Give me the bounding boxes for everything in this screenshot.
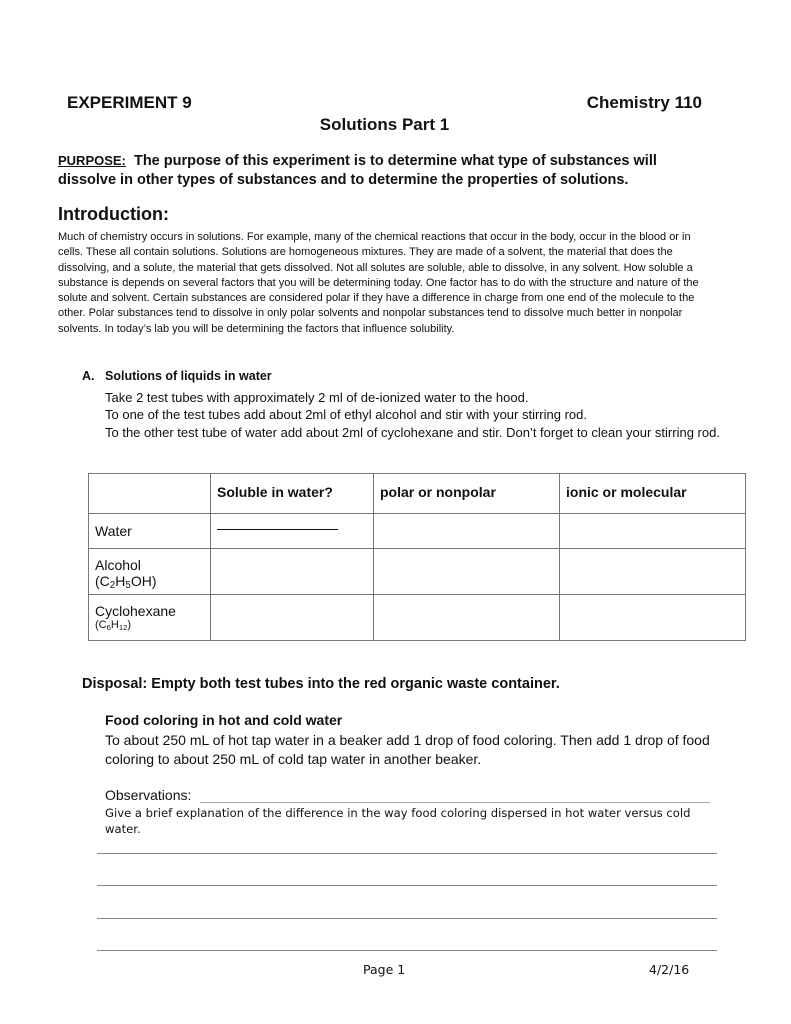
disposal-note: Disposal: Empty both test tubes into the red organic waste container. xyxy=(82,676,560,692)
footer-date: 4/2/16 xyxy=(649,962,690,977)
table-row xyxy=(89,549,746,595)
alcohol-name: Alcohol xyxy=(95,557,141,573)
answer-cell-water-polarity[interactable] xyxy=(374,514,560,549)
introduction-heading: Introduction: xyxy=(58,204,169,224)
answer-line[interactable] xyxy=(97,918,717,919)
instruction-step: To the other test tube of water add about 2ml of cyclohexane and stir. Don’t forget to clean your stirring rod. xyxy=(105,424,720,440)
observations-line[interactable] xyxy=(200,802,710,803)
answer-cell-cyclohexane-bonding[interactable] xyxy=(560,595,746,641)
blank-line xyxy=(217,529,338,530)
table-header-blank xyxy=(89,474,211,514)
section-a-letter: A. xyxy=(82,369,95,383)
instruction-step: Take 2 test tubes with approximately 2 ml of de-ionized water to the hood. xyxy=(105,390,529,405)
answer-cell-alcohol-polarity[interactable] xyxy=(374,549,560,595)
purpose-paragraph xyxy=(58,151,718,190)
alcohol-formula: $(C_2H_5OH)$ xyxy=(95,573,157,591)
section-a-title: Solutions of liquids in water xyxy=(105,369,272,383)
instruction-step: To one of the test tubes add about 2ml of ethyl alcohol and stir with your stirring rod. xyxy=(105,407,587,423)
page-subtitle: Solutions Part 1 xyxy=(319,115,450,134)
observations-label: Observations: xyxy=(105,787,192,803)
solubility-table xyxy=(88,473,746,641)
cyclohexane-name: Cyclohexane xyxy=(95,603,176,619)
table-row xyxy=(89,514,746,549)
row-label-alcohol xyxy=(89,549,211,595)
answer-cell-alcohol-bonding[interactable] xyxy=(560,549,746,595)
purpose-label: PURPOSE: xyxy=(58,153,126,168)
food-coloring-heading: Food coloring in hot and cold water xyxy=(105,712,343,728)
table-header-soluble: Soluble in water? xyxy=(211,474,374,514)
answer-cell-alcohol-soluble[interactable] xyxy=(211,549,374,595)
answer-cell-cyclohexane-polarity[interactable] xyxy=(374,595,560,641)
section-a-instructions xyxy=(105,389,725,441)
answer-cell-water-bonding[interactable] xyxy=(560,514,746,549)
answer-line[interactable] xyxy=(97,885,717,886)
course-title: Chemistry 110 xyxy=(586,93,702,112)
row-label-cyclohexane xyxy=(89,595,211,641)
answer-line[interactable] xyxy=(97,853,717,854)
table-row xyxy=(89,595,746,641)
answer-cell-cyclohexane-soluble[interactable] xyxy=(211,595,374,641)
food-coloring-instructions: To about 250 mL of hot tap water in a beaker add 1 drop of food coloring. Then add 1 drop of food coloring to about 250 mL of cold tap water in another beaker. xyxy=(105,732,710,767)
experiment-number: EXPERIMENT 9 xyxy=(67,93,192,112)
answer-line[interactable] xyxy=(97,950,717,951)
table-header-row xyxy=(89,474,746,514)
introduction-text: Much of chemistry occurs in solutions. For example, many of the chemical reactions that occur in the body, occur in the blood or in cells. These all contain solutions. Solutions are homogeneous mixtures. They are made of a solvent, the material that does the dissolving, and a solute, the material that gets dissolved. Not all solutes are soluble, able to dissolve, in any solvent. How soluble a substance is depends on several factors that you will be determining today. One factor has to do with the structure and nature of the solute and solvent. Certain substances are considered polar if they have a difference in charge from one end of the molecule to the other. Polar substances tend to dissolve in only polar solvents and nonpolar substances tend to dissolve much better in nonpolar solvents. In today’s lab you will be determining the factors that influence solubility. xyxy=(58,231,699,335)
section-a-heading xyxy=(82,369,272,383)
row-label-water: Water xyxy=(89,514,211,549)
table-header-polarity: polar or nonpolar xyxy=(374,474,560,514)
cyclohexane-formula: $(C_6H_{12})$ xyxy=(95,619,132,632)
page-number: Page 1 xyxy=(363,962,406,977)
observations-prompt: Give a brief explanation of the difference in the way food coloring dispersed in hot water versus cold water. xyxy=(105,806,691,836)
table-header-bonding: ionic or molecular xyxy=(560,474,746,514)
answer-cell-water-soluble[interactable] xyxy=(211,514,374,549)
purpose-text: The purpose of this experiment is to determine what type of substances will dissolve in other types of substances and to determine the properties of solutions. xyxy=(58,153,657,188)
